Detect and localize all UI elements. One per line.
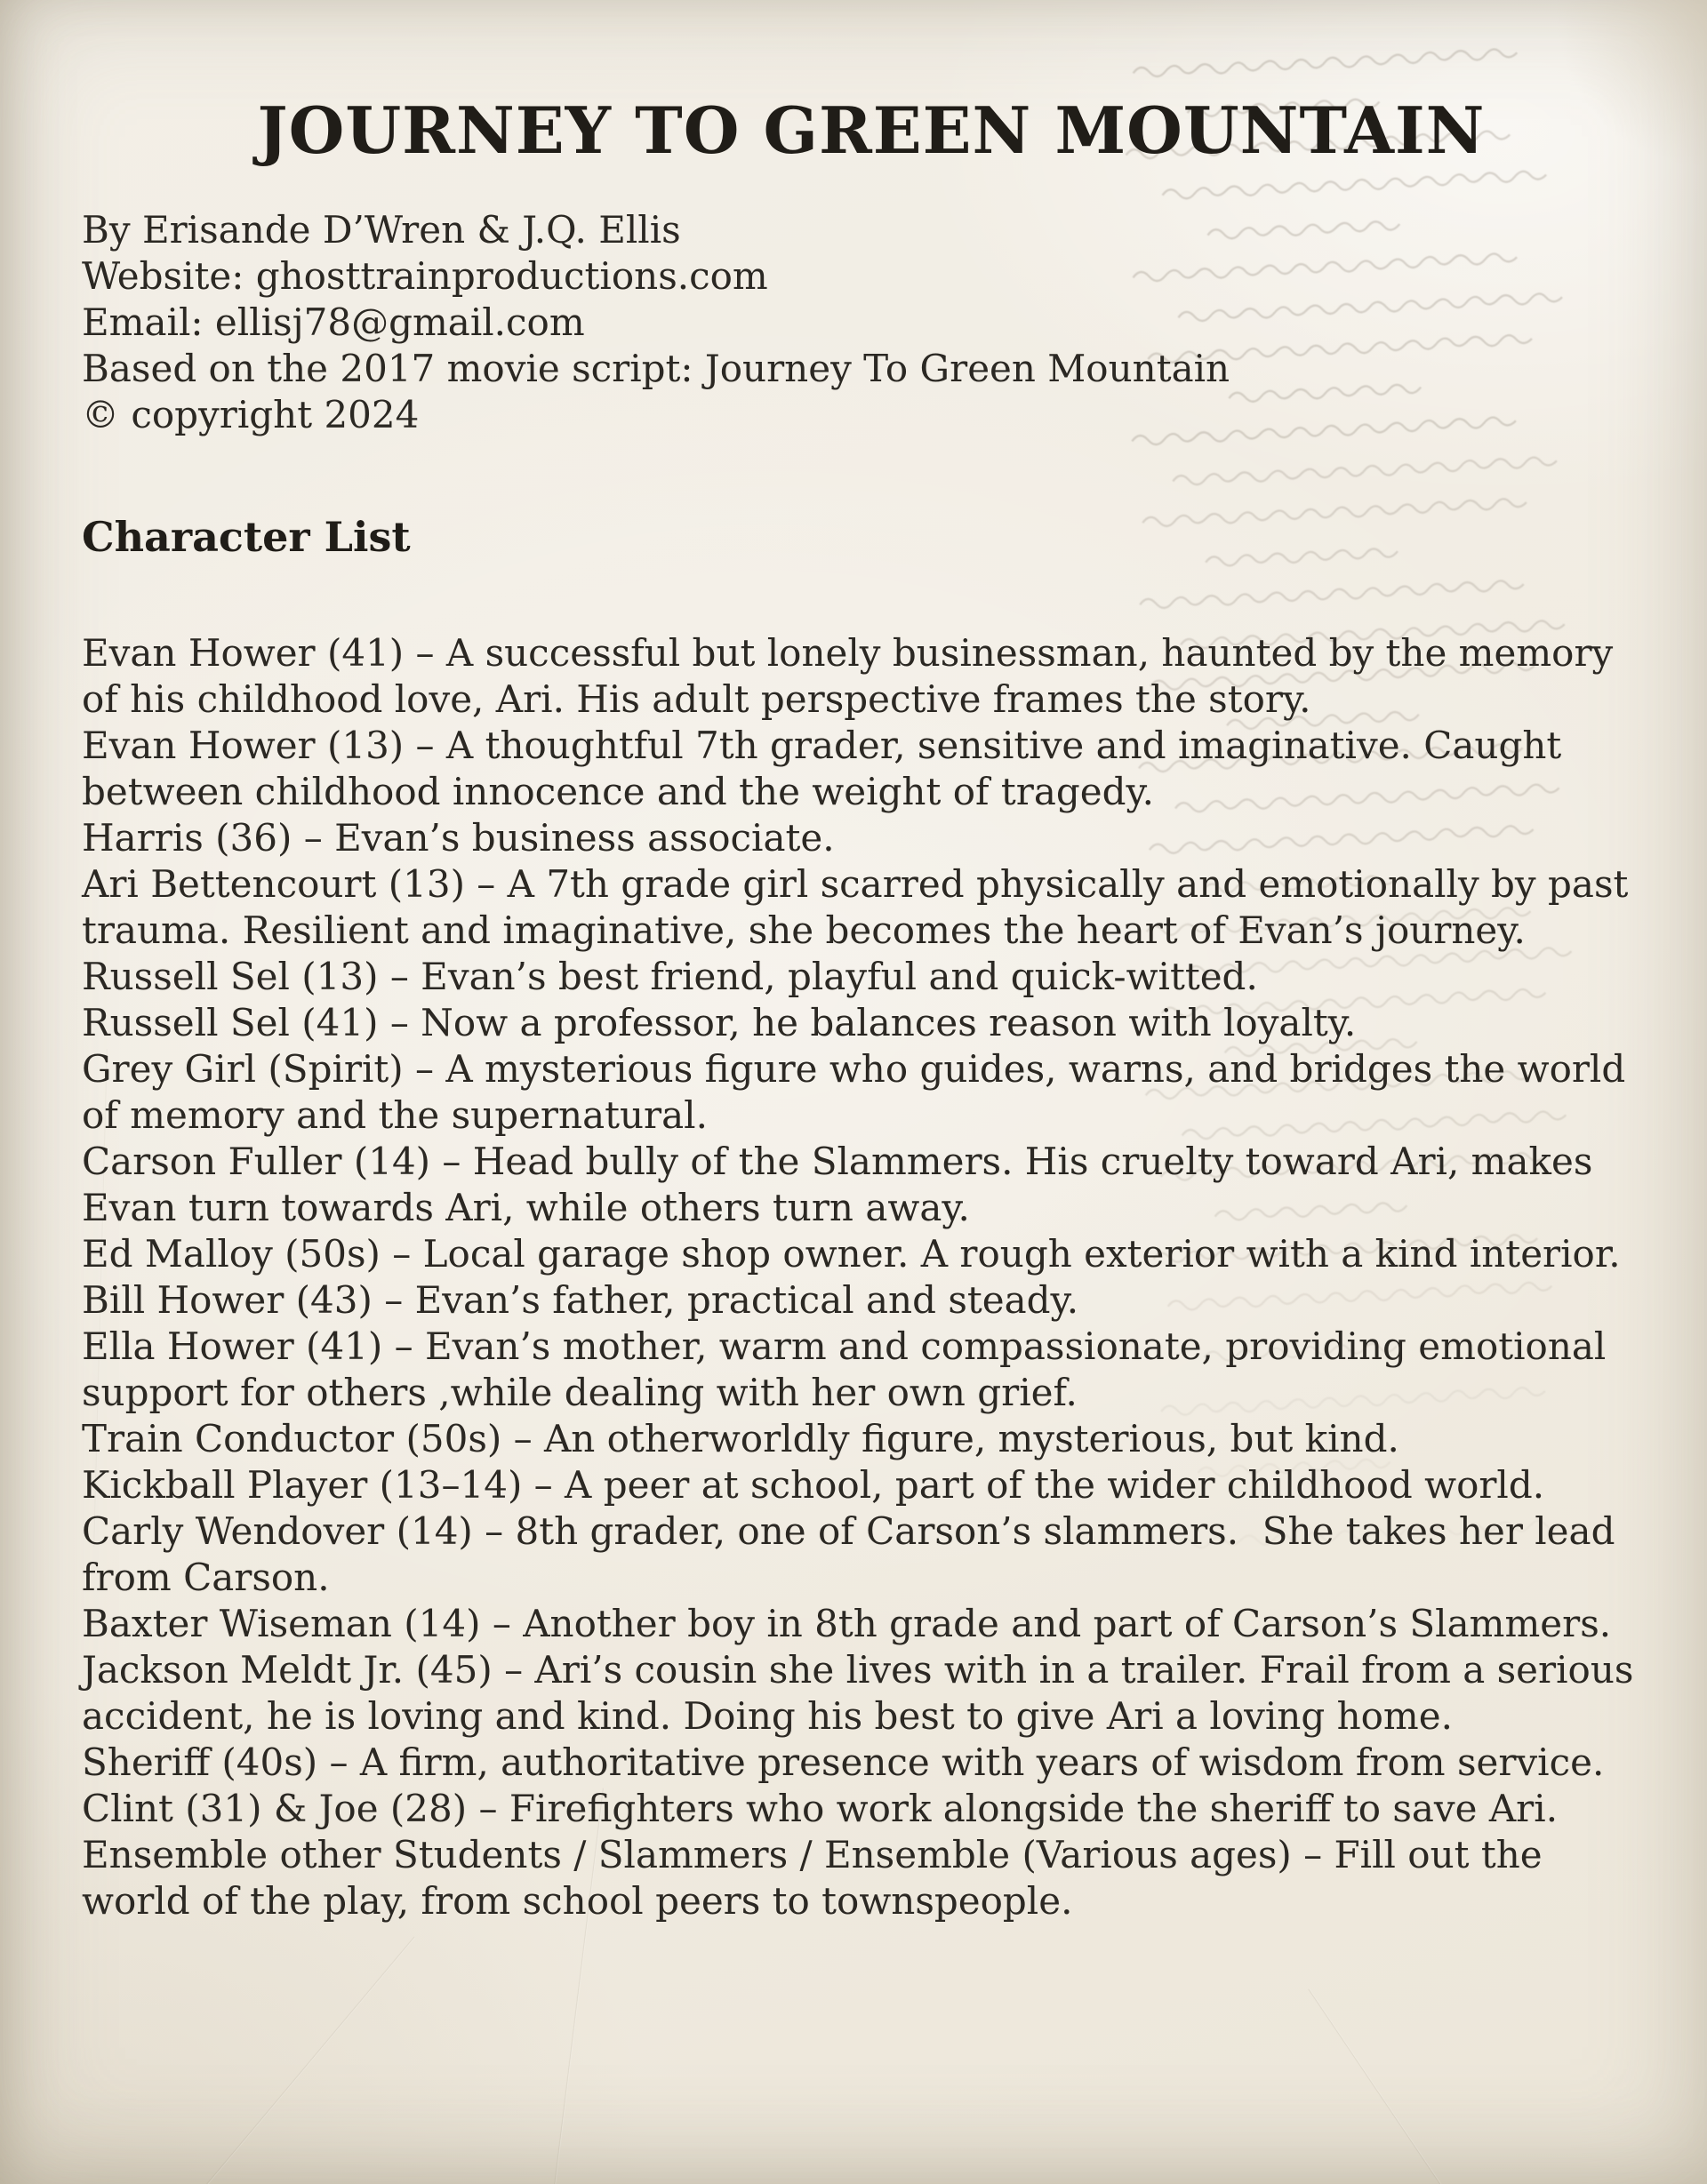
character-entry: Russell Sel (41) – Now a professor, he balances reason with loyalty. <box>82 1001 1357 1044</box>
character-entry: Grey Girl (Spirit) – A mysterious figure who guides, warns, and bridges the world of memory and the supernatural. <box>82 1047 1638 1137</box>
character-entry: Ari Bettencourt (13) – A 7th grade girl scarred physically and emotionally by past trauma. Resilient and imaginative, she becomes the heart of Evan’s journey. <box>82 862 1640 952</box>
section-heading-character-list: Character List <box>82 513 411 561</box>
character-entry: Bill Hower (43) – Evan’s father, practical and steady. <box>82 1278 1079 1322</box>
character-entry: Carson Fuller (14) – Head bully of the Slammers. His cruelty toward Ari, makes Evan turn towards Ari, while others turn away. <box>82 1140 1605 1229</box>
paper-crease <box>1308 1988 1469 2184</box>
character-entry: Ed Malloy (50s) – Local garage shop owner. A rough exterior with a kind interior. <box>82 1232 1621 1276</box>
byline-block <box>82 207 1661 438</box>
character-entry: Baxter Wiseman (14) – Another boy in 8th grade and part of Carson’s Slammers. <box>82 1602 1612 1645</box>
character-entry: Sheriff (40s) – A firm, authoritative presence with years of wisdom from service. <box>82 1740 1605 1784</box>
byline-source: Based on the 2017 movie script: Journey To Green Mountain <box>82 347 1230 390</box>
character-entry: Evan Hower (41) – A successful but lonely businessman, haunted by the memory of his childhood love, Ari. His adult perspective frames the story. <box>82 631 1625 721</box>
document-title: JOURNEY TO GREEN MOUNTAIN <box>257 92 1486 168</box>
character-list <box>82 630 1661 1924</box>
character-entry: Evan Hower (13) – A thoughtful 7th grader, sensitive and imaginative. Caught between childhood innocence and the weight of tragedy. <box>82 724 1574 813</box>
character-entry: Ella Hower (41) – Evan’s mother, warm and compassionate, providing emotional support for others ,while dealing with her own grief. <box>82 1324 1618 1414</box>
character-entry: Harris (36) – Evan’s business associate. <box>82 816 835 860</box>
paper-crease <box>173 1936 415 2184</box>
byline-website: Website: ghosttrainproductions.com <box>82 254 768 298</box>
character-entry: Jackson Meldt Jr. (45) – Ari’s cousin she lives with in a trailer. Frail from a serious accident, he is loving and kind. Doing his best to give Ari a loving home. <box>82 1648 1646 1738</box>
byline-author: By Erisande D’Wren & J.Q. Ellis <box>82 208 681 252</box>
character-entry: Kickball Player (13–14) – A peer at school, part of the wider childhood world. <box>82 1463 1545 1507</box>
byline-email: Email: ellisj78@gmail.com <box>82 300 585 344</box>
character-entry: Carly Wendover (14) – 8th grader, one of Carson’s slammers. She takes her lead from Carson. <box>82 1509 1627 1599</box>
character-entry: Clint (31) & Joe (28) – Firefighters who work alongside the sheriff to save Ari. <box>82 1787 1559 1830</box>
character-entry: Train Conductor (50s) – An otherworldly figure, mysterious, but kind. <box>82 1417 1399 1460</box>
character-entry: Ensemble other Students / Slammers / Ensemble (Various ages) – Fill out the world of the play, from school peers to townspeople. <box>82 1833 1555 1923</box>
byline-copyright: © copyright 2024 <box>82 393 420 436</box>
character-entry: Russell Sel (13) – Evan’s best friend, playful and quick-witted. <box>82 955 1258 998</box>
